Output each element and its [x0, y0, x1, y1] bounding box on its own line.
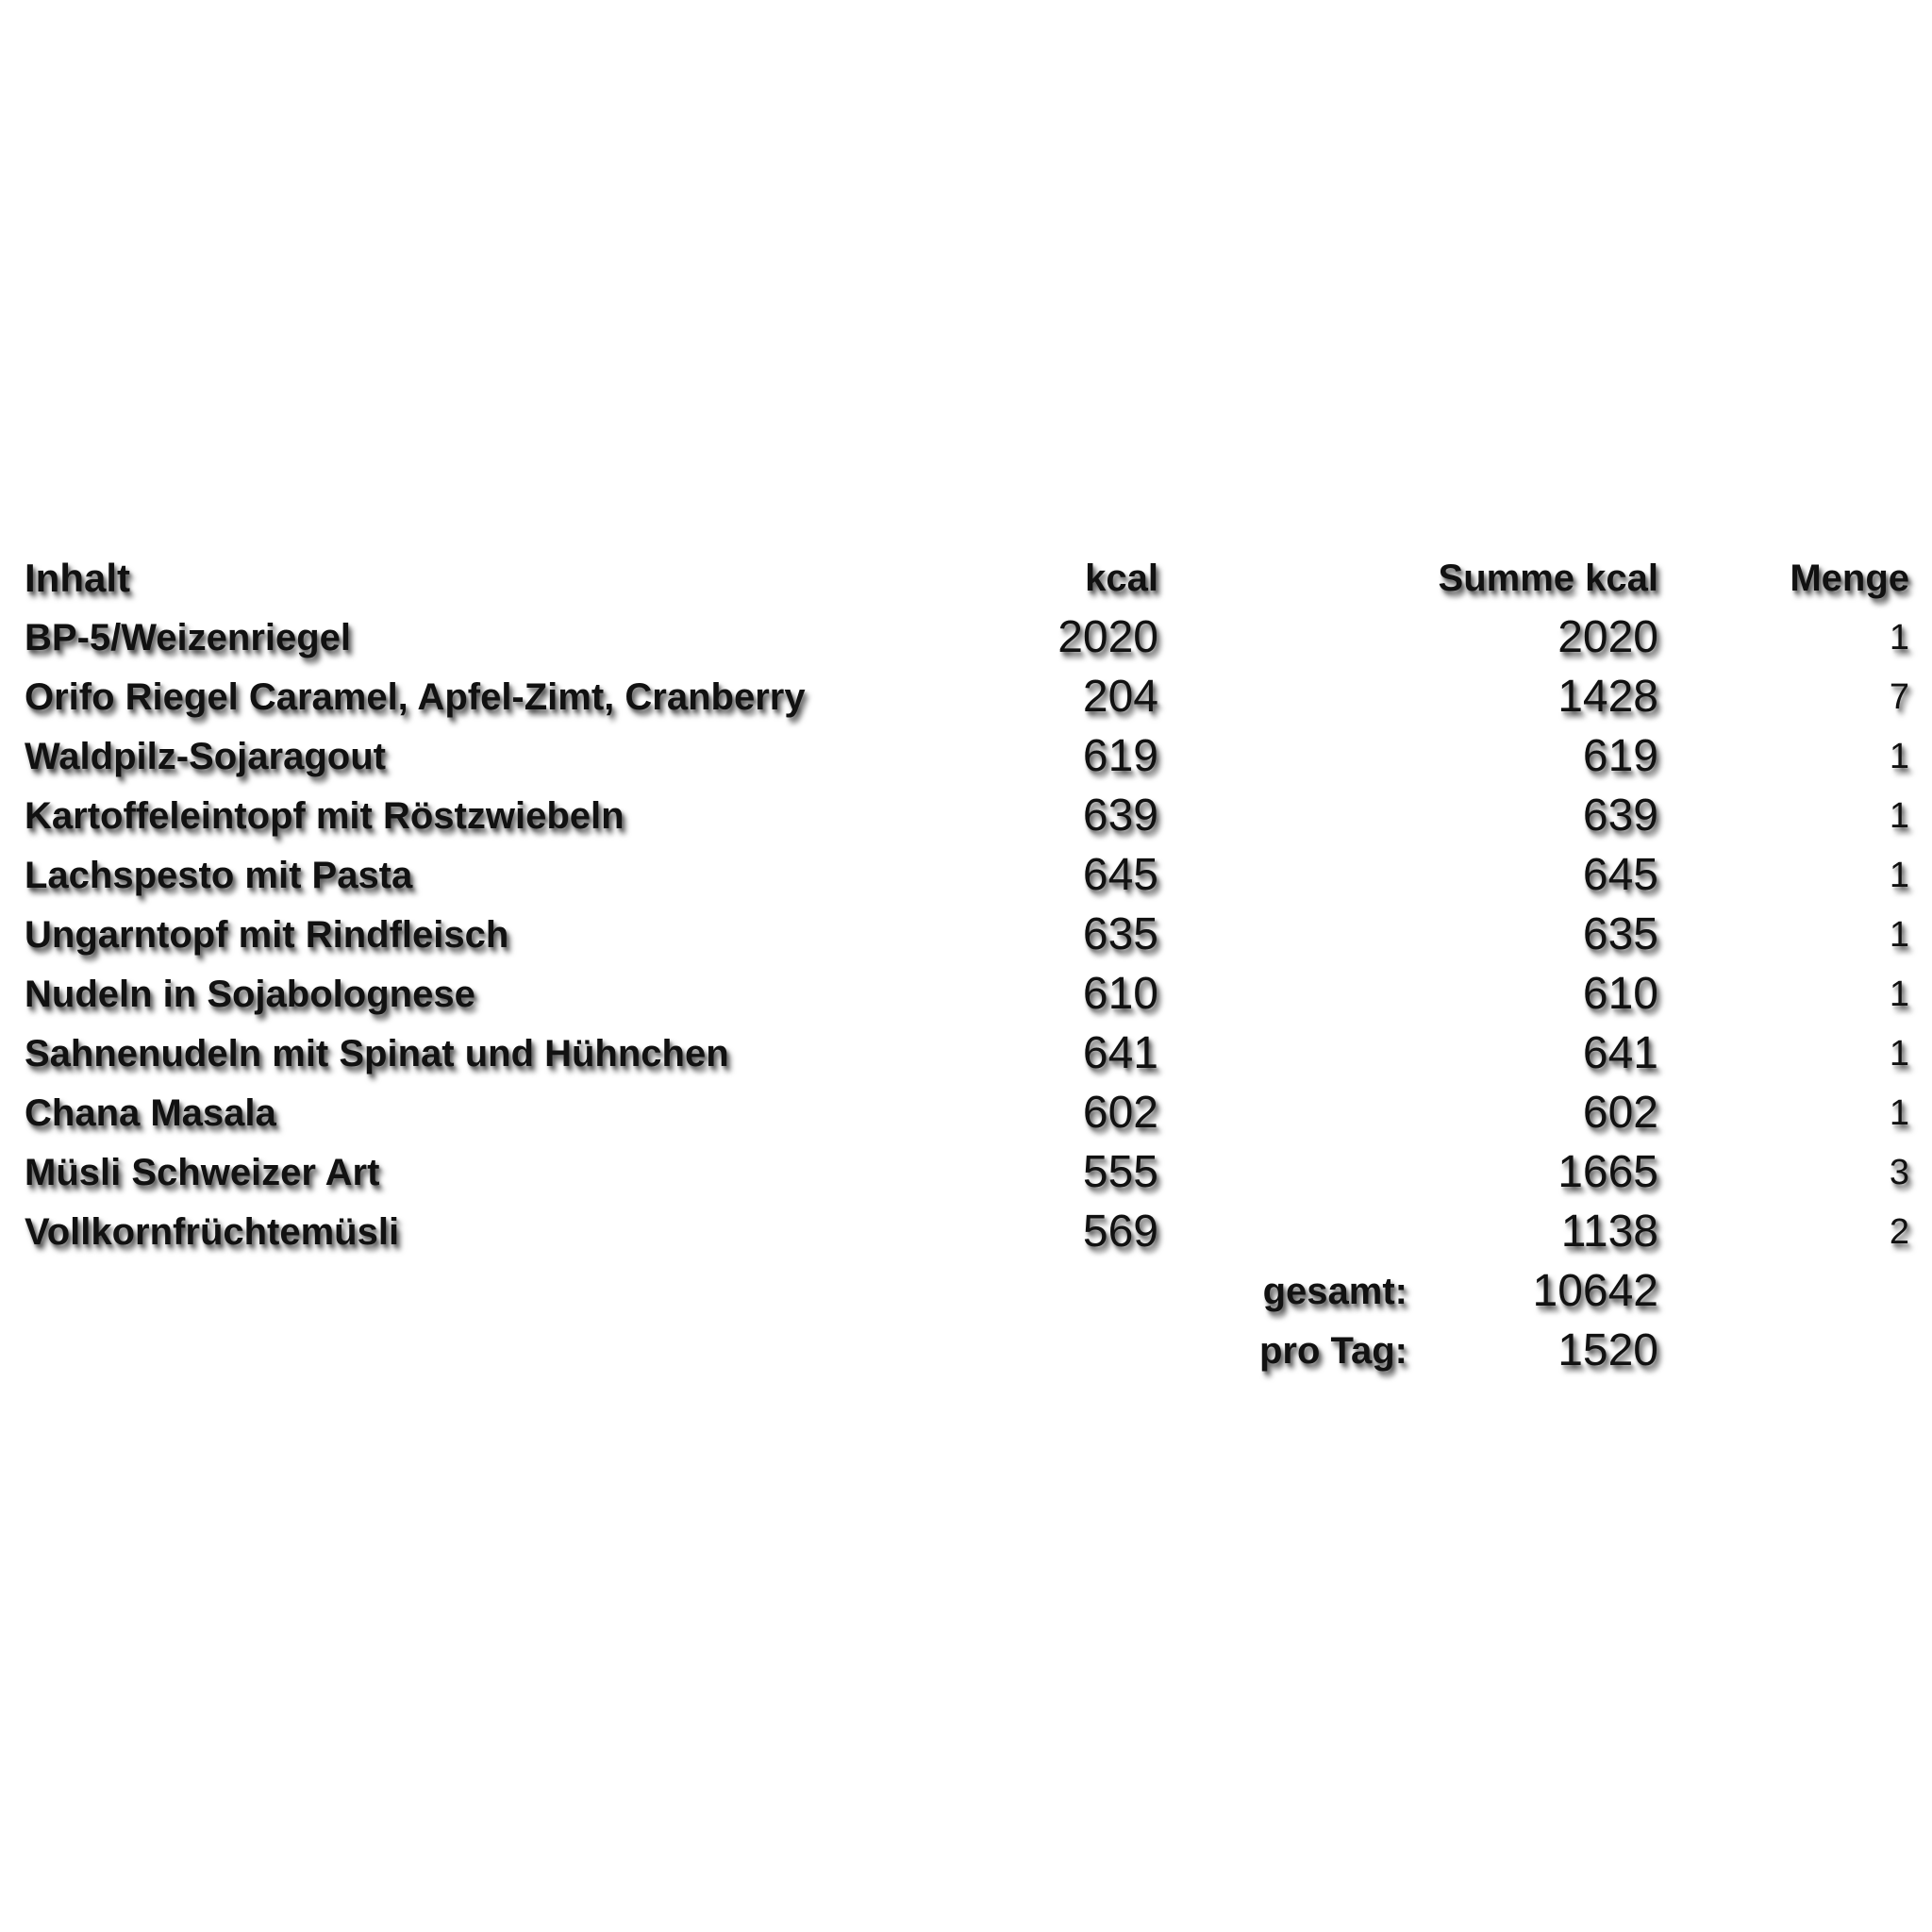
row-name: Vollkornfrüchtemüsli: [25, 1211, 400, 1253]
row-qty: 1: [1889, 796, 1909, 836]
row-name: Lachspesto mit Pasta: [25, 855, 413, 896]
table-row: [0, 727, 1932, 786]
row-name: Sahnenudeln mit Spinat und Hühnchen: [25, 1033, 729, 1074]
table-row: [0, 846, 1932, 905]
header-sum-kcal: Summe kcal: [1438, 558, 1658, 599]
per-day-label: pro Tag:: [1258, 1330, 1407, 1372]
row-qty: 1: [1889, 618, 1909, 658]
total-value: 10642: [1532, 1266, 1658, 1316]
row-kcal: 610: [1082, 969, 1158, 1019]
total-row: [0, 1262, 1932, 1321]
row-qty: 1: [1889, 915, 1909, 955]
row-qty: 3: [1889, 1153, 1909, 1192]
row-kcal: 602: [1082, 1088, 1158, 1138]
per-day-value: 1520: [1557, 1325, 1658, 1375]
row-name: Waldpilz-Sojaragout: [25, 736, 386, 777]
table-row: [0, 608, 1932, 667]
table-row: [0, 965, 1932, 1024]
row-kcal: 569: [1082, 1207, 1158, 1257]
row-name: Kartoffeleintopf mit Röstzwiebeln: [25, 795, 625, 837]
row-kcal: 641: [1082, 1028, 1158, 1078]
table-row: [0, 1143, 1932, 1202]
table-row: [0, 1084, 1932, 1142]
row-sum: 645: [1582, 850, 1658, 900]
row-sum: 639: [1582, 791, 1658, 841]
row-name: Chana Masala: [25, 1092, 276, 1134]
row-name: Nudeln in Sojabolognese: [25, 974, 475, 1015]
row-name: Ungarntopf mit Rindfleisch: [25, 914, 509, 956]
row-qty: 1: [1889, 737, 1909, 776]
table-row: [0, 668, 1932, 726]
row-qty: 7: [1889, 677, 1909, 717]
table-row: [0, 787, 1932, 845]
row-sum: 1665: [1557, 1147, 1658, 1197]
header-kcal: kcal: [1085, 558, 1158, 599]
table-row: [0, 1024, 1932, 1083]
table-row: [0, 1203, 1932, 1261]
row-sum: 1138: [1560, 1207, 1658, 1257]
row-kcal: 2020: [1058, 612, 1158, 662]
row-qty: 1: [1889, 1093, 1909, 1133]
row-sum: 610: [1582, 969, 1658, 1019]
row-kcal: 619: [1082, 731, 1158, 781]
row-kcal: 635: [1082, 909, 1158, 959]
row-sum: 1428: [1557, 672, 1658, 722]
per-day-row: [0, 1322, 1932, 1380]
row-sum: 2020: [1557, 612, 1658, 662]
row-kcal: 204: [1082, 672, 1158, 722]
row-name: Müsli Schweizer Art: [25, 1152, 380, 1193]
row-sum: 635: [1582, 909, 1658, 959]
row-qty: 2: [1889, 1212, 1909, 1252]
row-sum: 641: [1582, 1028, 1658, 1078]
row-name: Orifo Riegel Caramel, Apfel-Zimt, Cranberry: [25, 676, 806, 718]
table-row: [0, 906, 1932, 964]
row-qty: 1: [1889, 856, 1909, 895]
table-header: [0, 549, 1932, 608]
row-kcal: 639: [1082, 791, 1158, 841]
row-kcal: 645: [1082, 850, 1158, 900]
row-name: BP-5/Weizenriegel: [25, 617, 352, 658]
row-qty: 1: [1889, 974, 1909, 1014]
total-label: gesamt:: [1262, 1271, 1407, 1312]
row-sum: 602: [1582, 1088, 1658, 1138]
header-qty: Menge: [1790, 558, 1909, 599]
row-kcal: 555: [1082, 1147, 1158, 1197]
header-name: Inhalt: [25, 556, 130, 600]
row-qty: 1: [1889, 1034, 1909, 1074]
row-sum: 619: [1582, 731, 1658, 781]
